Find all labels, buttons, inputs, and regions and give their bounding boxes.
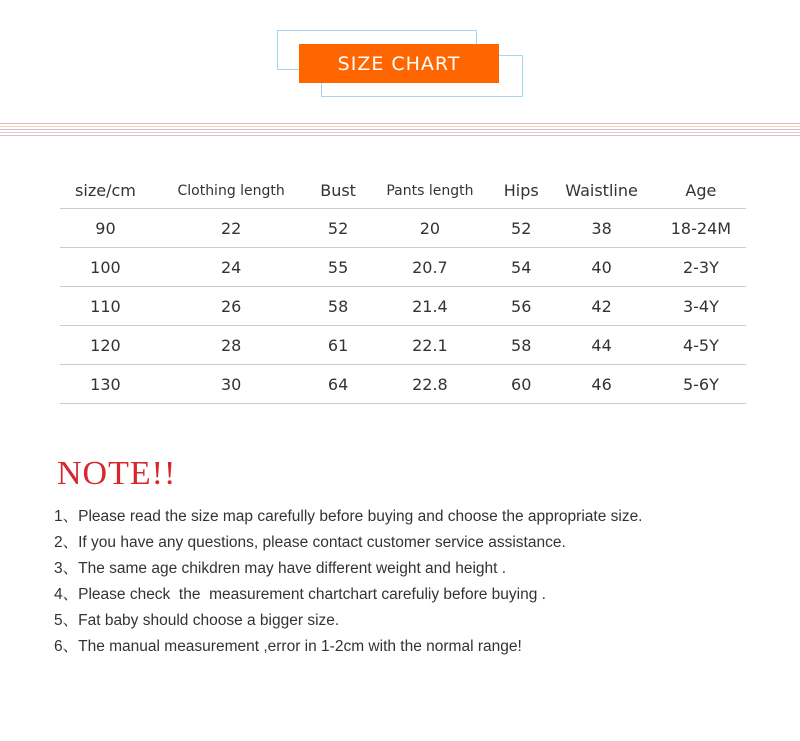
- table-cell: 46: [547, 365, 655, 404]
- table-cell: 52: [495, 209, 547, 248]
- table-cell: 22.1: [365, 326, 495, 365]
- table-cell: 22.8: [365, 365, 495, 404]
- note-item: 1、Please read the size map carefully before buying and choose the appropriate size.: [54, 508, 643, 525]
- column-header-pants-length: Pants length: [365, 173, 495, 209]
- column-header-waistline: Waistline: [547, 173, 655, 209]
- column-header-bust: Bust: [311, 173, 364, 209]
- table-row: [60, 287, 746, 326]
- note-title: NOTE!!: [57, 455, 177, 492]
- table-row: [60, 209, 746, 248]
- table-cell: 22: [151, 209, 311, 248]
- table-cell: 21.4: [365, 287, 495, 326]
- table-cell: 58: [495, 326, 547, 365]
- table-cell: 42: [547, 287, 655, 326]
- note-item: 2、If you have any questions, please contact customer service assistance.: [54, 534, 566, 551]
- table-cell: 54: [495, 248, 547, 287]
- header: [0, 0, 800, 140]
- stripe-line: [0, 129, 800, 130]
- table-row: [60, 365, 746, 404]
- table-cell: 28: [151, 326, 311, 365]
- table-cell: 24: [151, 248, 311, 287]
- table-cell: 5-6Y: [656, 365, 746, 404]
- decorative-stripes: [0, 123, 800, 138]
- table-cell: 61: [311, 326, 364, 365]
- column-header-size: size/cm: [60, 173, 151, 209]
- table-row: [60, 248, 746, 287]
- column-header-clothing-length: Clothing length: [151, 173, 311, 209]
- table-cell: 58: [311, 287, 364, 326]
- table-cell: 2-3Y: [656, 248, 746, 287]
- table-cell: 55: [311, 248, 364, 287]
- table-cell: 130: [60, 365, 151, 404]
- table-cell: 60: [495, 365, 547, 404]
- table-cell: 30: [151, 365, 311, 404]
- table-cell: 64: [311, 365, 364, 404]
- column-header-hips: Hips: [495, 173, 547, 209]
- table-body: [60, 209, 746, 404]
- table-cell: 4-5Y: [656, 326, 746, 365]
- note-item: 6、The manual measurement ,error in 1-2cm with the normal range!: [54, 638, 522, 655]
- table-row: [60, 326, 746, 365]
- table-cell: 26: [151, 287, 311, 326]
- table-cell: 120: [60, 326, 151, 365]
- size-chart-banner: [299, 44, 499, 83]
- table-cell: 100: [60, 248, 151, 287]
- size-table: [60, 173, 746, 404]
- stripe-line: [0, 132, 800, 133]
- page-title: SIZE CHART: [337, 52, 461, 75]
- stripe-line: [0, 126, 800, 127]
- table-cell: 20.7: [365, 248, 495, 287]
- table-cell: 18-24M: [656, 209, 746, 248]
- table-cell: 52: [311, 209, 364, 248]
- table-cell: 110: [60, 287, 151, 326]
- note-item: 5、Fat baby should choose a bigger size.: [54, 612, 340, 629]
- table-header-row: [60, 173, 746, 209]
- note-item: 3、The same age chikdren may have different weight and height .: [54, 560, 507, 577]
- table-cell: 20: [365, 209, 495, 248]
- table-cell: 40: [547, 248, 655, 287]
- table-cell: 90: [60, 209, 151, 248]
- table-cell: 44: [547, 326, 655, 365]
- stripe-line: [0, 123, 800, 124]
- note-item: 4、Please check the measurement chartchart carefuliy before buying .: [54, 586, 546, 603]
- table-cell: 3-4Y: [656, 287, 746, 326]
- note-list: [54, 507, 794, 663]
- table-cell: 38: [547, 209, 655, 248]
- table-cell: 56: [495, 287, 547, 326]
- column-header-age: Age: [656, 173, 746, 209]
- stripe-line: [0, 135, 800, 136]
